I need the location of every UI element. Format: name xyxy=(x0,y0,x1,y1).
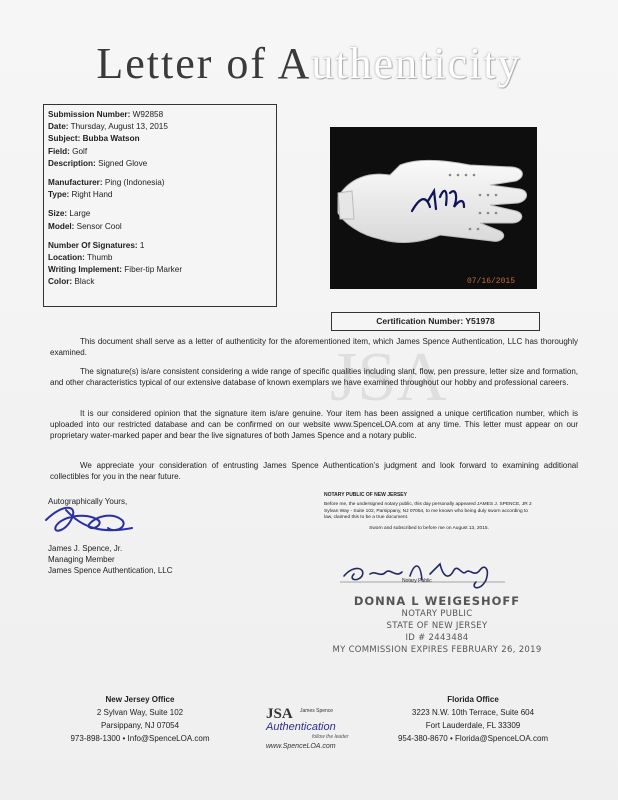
title-part-2: uthenticity xyxy=(311,39,522,88)
stamp-line-1: NOTARY PUBLIC xyxy=(401,609,473,619)
nj-office-title: New Jersey Office xyxy=(105,695,175,704)
detail-color xyxy=(48,276,272,288)
notary-sworn-date: Sworn and subscribed to before me on August 13, 2015. xyxy=(369,525,489,531)
detail-label: Description: xyxy=(48,158,96,168)
detail-value: Bubba Watson xyxy=(82,134,140,144)
detail-value: 1 xyxy=(139,240,145,250)
notary-text: Before me, the undersigned notary public, this day personally appeared JAMES J. SPENCE, JR 2 Sylvan Way - Suite 102, Parsippany, NJ 07054, to me known who being duly sworn according to law, claimed this to be a true document. xyxy=(324,502,532,521)
fl-office-address-1: 3223 N.W. 10th Terrace, Suite 604 xyxy=(411,708,535,717)
logo-word: Authentication xyxy=(266,721,336,733)
detail-label: Writing Implement: xyxy=(48,265,122,275)
detail-label: Manufacturer: xyxy=(48,178,103,188)
detail-size xyxy=(48,208,272,220)
detail-value: Thursday, August 13, 2015 xyxy=(70,122,168,132)
notary-stamp xyxy=(322,594,552,656)
paragraph-intro: This document shall serve as a letter of authenticity for the aforementioned item, which James Spence Authentication, LLC has thoroughly examined. xyxy=(50,337,578,358)
detail-subject xyxy=(48,133,272,145)
detail-value: Large xyxy=(69,209,91,219)
detail-label: Model: xyxy=(48,221,75,231)
detail-value: Black xyxy=(74,277,95,287)
jsa-logo-icon xyxy=(262,702,362,750)
detail-value: Signed Glove xyxy=(98,158,148,168)
detail-label: Size: xyxy=(48,209,68,219)
detail-value: Right Hand xyxy=(71,190,113,200)
logo-url: www.SpenceLOA.com xyxy=(266,743,336,750)
signed-glove-image xyxy=(330,127,537,289)
detail-location xyxy=(48,252,272,264)
spacer xyxy=(48,170,272,177)
detail-label: Field: xyxy=(48,146,70,156)
signer-company: James Spence Authentication, LLC xyxy=(48,566,173,575)
certification-number: Certification Number: Y51978 xyxy=(331,312,540,331)
jsa-logo xyxy=(262,702,362,750)
detail-manufacturer xyxy=(48,177,272,189)
detail-label: Date: xyxy=(48,122,69,132)
notary-heading: NOTARY PUBLIC OF NEW JERSEY xyxy=(324,492,407,498)
stamp-line-3: ID # 2443484 xyxy=(405,633,469,643)
fl-office xyxy=(378,693,568,745)
fl-office-title: Florida Office xyxy=(447,695,499,704)
detail-num-signatures xyxy=(48,240,272,252)
nj-office-contact: 973-898-1300 • Info@SpenceLOA.com xyxy=(70,734,210,743)
detail-value: W92858 xyxy=(132,110,164,119)
detail-date xyxy=(48,121,272,133)
stamp-line-2: STATE OF NEW JERSEY xyxy=(386,621,488,631)
stamp-line-4: MY COMMISSION EXPIRES FEBRUARY 26, 2019 xyxy=(332,645,542,655)
logo-sub: James Spence xyxy=(300,708,334,714)
notary-section xyxy=(324,492,534,532)
detail-submission xyxy=(48,109,272,121)
detail-value: Ping (Indonesia) xyxy=(104,178,165,188)
notary-public-label: Notary Public xyxy=(402,578,432,584)
photo-date-stamp: 07/16/2015 xyxy=(466,277,515,286)
item-photo xyxy=(330,127,537,289)
detail-label: Location: xyxy=(48,253,85,263)
title-part-1: Letter of A xyxy=(96,39,312,88)
stamp-name: DONNA L WEIGESHOFF xyxy=(353,594,521,608)
nj-office xyxy=(60,693,220,745)
detail-label: Type: xyxy=(48,190,70,200)
detail-type xyxy=(48,189,272,201)
detail-label: Number Of Signatures: xyxy=(48,240,138,250)
svg-text:JSA: JSA xyxy=(330,339,447,416)
logo-mark: JSA xyxy=(266,706,293,722)
nj-office-address-2: Parsippany, NJ 07054 xyxy=(100,721,180,730)
detail-label: Subject: xyxy=(48,134,81,144)
detail-field xyxy=(48,146,272,158)
notary-signature xyxy=(340,550,510,594)
detail-label: Color: xyxy=(48,277,73,287)
paragraph-opinion: It is our considered opinion that the signature item is/are genuine. Your item has been assigned a unique certification number, which is uploaded into our restricted database and can be confirmed on our website www.SpenceLOA.com at any time. This letter must appear on our proprietary water-marked paper and bear the live signatures of both James Spence and a notary public. xyxy=(50,409,578,441)
fl-office-address-2: Fort Lauderdale, FL 33309 xyxy=(425,721,521,730)
closing-text: Autographically Yours, xyxy=(48,497,128,506)
signer-role: Managing Member xyxy=(48,555,115,564)
nj-office-address-1: 2 Sylvan Way, Suite 102 xyxy=(96,708,184,717)
fl-office-contact: 954-380-8670 • Florida@SpenceLOA.com xyxy=(397,734,549,743)
detail-writing-implement xyxy=(48,264,272,276)
detail-value: Sensor Cool xyxy=(76,221,122,231)
detail-value: Fiber-tip Marker xyxy=(124,265,183,275)
signer-name: James J. Spence, Jr. xyxy=(48,544,123,553)
logo-tagline: follow the leader xyxy=(312,734,349,740)
spence-signature xyxy=(42,498,152,542)
detail-model xyxy=(48,221,272,233)
page-title xyxy=(0,38,618,89)
detail-label: Submission Number: xyxy=(48,110,131,119)
signature-block xyxy=(48,496,173,576)
detail-value: Golf xyxy=(72,146,88,156)
paragraph-appreciation: We appreciate your consideration of entrusting James Spence Authentication’s judgment and look forward to examining additional collectibles for you in the near future. xyxy=(50,461,578,482)
spacer xyxy=(48,233,272,240)
spacer xyxy=(48,201,272,208)
item-details-box xyxy=(43,104,277,307)
detail-description xyxy=(48,158,272,170)
paragraph-consistency: The signature(s) is/are consistent considering a wide range of specific qualities including slant, flow, pen pressure, letter size and formation, and other characteristics typical of our extensive database of known exemplars we have examined throughout our hobby and professional careers. xyxy=(50,367,578,388)
detail-value: Thumb xyxy=(86,253,113,263)
